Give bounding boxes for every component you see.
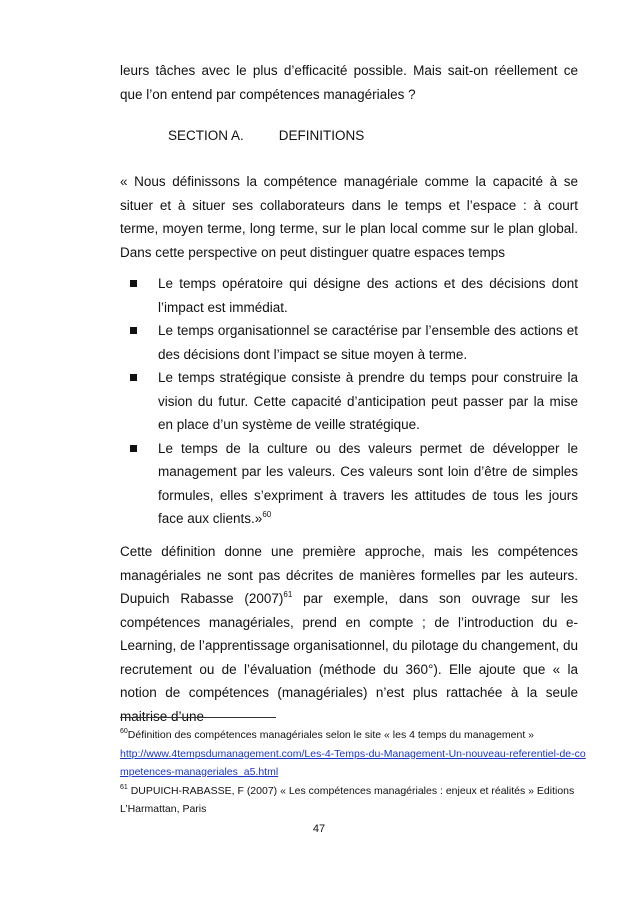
- bullet-list: [120, 272, 578, 531]
- paragraph-text: par exemple, dans son ouvrage sur les compétences managériales, prend en compte ; de l’introduction du e-Learning, de l’apprentissage organisationnel, du pilotage du changement, du recrutement ou de l’évaluation (méthode du 360°). Elle ajoute que « la notion de compétences (managériales) n’est plus rattachée à la seule maitrise d’une: [120, 591, 578, 724]
- paragraph-text: Cette définition donne une première approche, mais les compétences managériales ne sont pas décrites de manières formelles par les auteurs. Dupuich Rabasse (2007): [120, 544, 578, 606]
- footnotes: [120, 726, 590, 819]
- quote-paragraph: « Nous définissons la compétence managériale comme la capacité à se situer et à situer ses collaborateurs dans le temps et l’espace : à court terme, moyen terme, long terme, sur le plan local comme sur le plan global. Dans cette perspective on peut distinguer quatre espaces temps: [120, 174, 578, 260]
- footnote-text: DUPUICH-RABASSE, F (2007) « Les compétences managériales : enjeux et réalités » Editions L’Harmattan, Paris: [120, 784, 575, 815]
- list-item: [120, 437, 578, 531]
- list-item-text: Le temps opératoire qui désigne des actions et des décisions dont l’impact est immédiat.: [158, 276, 578, 315]
- list-item: [120, 319, 578, 366]
- square-bullet-icon: [130, 374, 137, 381]
- list-item-text: Le temps organisationnel se caractérise par l’ensemble des actions et des décisions dont l’impact se situe moyen à terme.: [158, 323, 578, 362]
- list-item: [120, 366, 578, 437]
- footnote-separator: [120, 717, 276, 718]
- footnote: [120, 726, 590, 782]
- section-heading: [168, 126, 364, 146]
- square-bullet-icon: [130, 327, 137, 334]
- page-number: 47: [312, 823, 326, 835]
- footnote-number: 61: [120, 783, 128, 791]
- footnote-ref[interactable]: 60: [262, 510, 272, 519]
- footnote: [120, 782, 590, 819]
- section-title: DEFINITIONS: [278, 128, 365, 143]
- square-bullet-icon: [130, 445, 137, 452]
- body-paragraph: [120, 540, 578, 728]
- list-item-text: Le temps stratégique consiste à prendre du temps pour construire la vision du futur. Cette capacité d’anticipation peut passer par la mise en place d’un système de veille stratégique.: [158, 370, 578, 432]
- footnote-link[interactable]: http://www.4tempsdumanagement.com/Les-4-Temps-du-Management-Un-nouveau-referentiel-de-competences-manageriales_a5.html: [120, 747, 586, 778]
- list-item-text: Le temps de la culture ou des valeurs permet de développer le management par les valeurs. Ces valeurs sont loin d’être de simples formules, elles s’expriment à travers les attitudes de tous les jours face aux clients.»: [158, 440, 578, 526]
- footnote-number: 60: [120, 728, 128, 735]
- square-bullet-icon: [130, 280, 137, 287]
- section-label: SECTION A.: [168, 128, 244, 143]
- intro-paragraph: leurs tâches avec le plus d’efficacité possible. Mais sait-on réellement ce que l’on entend par compétences managériales ?: [120, 63, 578, 102]
- footnote-ref[interactable]: 61: [283, 590, 293, 599]
- list-item: [120, 272, 578, 319]
- footnote-text: Définition des compétences managériales selon le site « les 4 temps du management »: [127, 729, 535, 741]
